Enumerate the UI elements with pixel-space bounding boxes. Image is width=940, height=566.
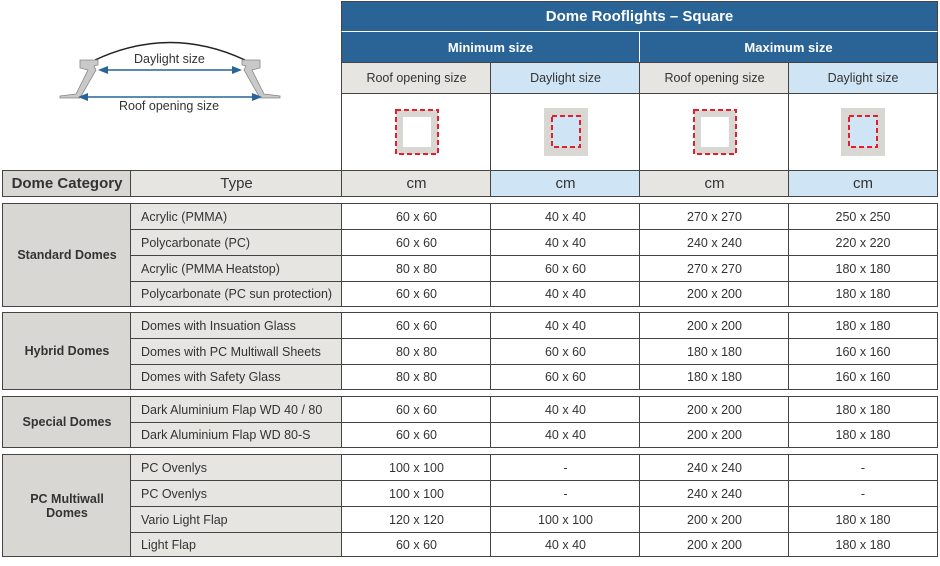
max-roof-cell: 180 x 180 <box>639 338 789 364</box>
max-roof-cell: 270 x 270 <box>639 255 789 281</box>
max-roof-cell: 200 x 200 <box>639 396 789 422</box>
type-cell: Polycarbonate (PC sun protection) <box>130 281 342 307</box>
type-cell: Vario Light Flap <box>130 506 342 532</box>
min-roof-cell: 60 x 60 <box>341 203 491 229</box>
min-daylight-cell: 40 x 40 <box>490 422 640 448</box>
min-roof-cell: 60 x 60 <box>341 396 491 422</box>
min-daylight-cell: 40 x 40 <box>490 396 640 422</box>
icon-cell-min-roof <box>341 93 491 170</box>
category-special-domes: Special Domes <box>2 396 131 448</box>
col-max-daylight-header: Daylight size <box>788 62 938 93</box>
max-daylight-cell: 160 x 160 <box>788 338 938 364</box>
col-min-roof-header: Roof opening size <box>341 62 491 93</box>
category-line-1: PC Multiwall <box>30 491 104 506</box>
max-daylight-cell: 180 x 180 <box>788 255 938 281</box>
min-roof-cell: 80 x 80 <box>341 338 491 364</box>
diagram-roof-opening-label: Roof opening size <box>119 99 220 113</box>
min-roof-cell: 60 x 60 <box>341 312 491 338</box>
dome-category-header: Dome Category <box>2 170 131 197</box>
max-daylight-cell: 180 x 180 <box>788 312 938 338</box>
type-cell: PC Ovenlys <box>130 454 342 480</box>
col-max-roof-header: Roof opening size <box>639 62 789 93</box>
category-standard-domes: Standard Domes <box>2 203 131 307</box>
max-daylight-cell: 160 x 160 <box>788 364 938 390</box>
type-cell: Polycarbonate (PC) <box>130 229 342 255</box>
table-title: Dome Rooflights – Square <box>341 1 938 32</box>
category-pc-multiwall-domes <box>2 454 131 557</box>
min-daylight-cell: - <box>490 454 640 480</box>
type-cell: Domes with PC Multiwall Sheets <box>130 338 342 364</box>
type-header: Type <box>130 170 342 197</box>
type-cell: Acrylic (PMMA Heatstop) <box>130 255 342 281</box>
min-daylight-cell: 40 x 40 <box>490 281 640 307</box>
max-roof-cell: 200 x 200 <box>639 281 789 307</box>
type-cell: Domes with Insuation Glass <box>130 312 342 338</box>
roof-opening-icon <box>395 109 439 155</box>
min-daylight-cell: 60 x 60 <box>490 338 640 364</box>
max-roof-cell: 200 x 200 <box>639 312 789 338</box>
dome-diagram <box>50 30 290 120</box>
min-roof-cell: 100 x 100 <box>341 454 491 480</box>
max-roof-cell: 200 x 200 <box>639 506 789 532</box>
max-daylight-cell: 250 x 250 <box>788 203 938 229</box>
max-daylight-cell: - <box>788 480 938 506</box>
min-size-header: Minimum size <box>341 32 640 62</box>
type-cell: Dark Aluminium Flap WD 80-S <box>130 422 342 448</box>
min-roof-cell: 60 x 60 <box>341 532 491 557</box>
type-cell: Domes with Safety Glass <box>130 364 342 390</box>
min-roof-cell: 60 x 60 <box>341 229 491 255</box>
unit-min-daylight: cm <box>490 170 640 197</box>
min-daylight-cell: 60 x 60 <box>490 255 640 281</box>
min-daylight-cell: 40 x 40 <box>490 312 640 338</box>
type-cell: Acrylic (PMMA) <box>130 203 342 229</box>
diagram-daylight-label: Daylight size <box>134 52 205 66</box>
category-line-2: Domes <box>46 505 88 520</box>
max-daylight-cell: 180 x 180 <box>788 532 938 557</box>
max-roof-cell: 200 x 200 <box>639 532 789 557</box>
min-daylight-cell: 40 x 40 <box>490 229 640 255</box>
min-daylight-cell: 60 x 60 <box>490 364 640 390</box>
daylight-icon <box>841 108 885 156</box>
max-roof-cell: 180 x 180 <box>639 364 789 390</box>
max-roof-cell: 240 x 240 <box>639 229 789 255</box>
max-size-header: Maximum size <box>640 32 938 62</box>
max-daylight-cell: 180 x 180 <box>788 396 938 422</box>
max-daylight-cell: 180 x 180 <box>788 506 938 532</box>
unit-min-roof: cm <box>341 170 491 197</box>
min-roof-cell: 80 x 80 <box>341 255 491 281</box>
min-roof-cell: 60 x 60 <box>341 281 491 307</box>
max-daylight-cell: 220 x 220 <box>788 229 938 255</box>
max-daylight-cell: - <box>788 454 938 480</box>
min-daylight-cell: 40 x 40 <box>490 203 640 229</box>
icon-cell-max-daylight <box>788 93 938 170</box>
roof-opening-icon <box>693 109 737 155</box>
min-daylight-cell: 100 x 100 <box>490 506 640 532</box>
min-roof-cell: 60 x 60 <box>341 422 491 448</box>
category-hybrid-domes: Hybrid Domes <box>2 312 131 390</box>
min-roof-cell: 80 x 80 <box>341 364 491 390</box>
min-daylight-cell: 40 x 40 <box>490 532 640 557</box>
icon-cell-min-daylight <box>490 93 640 170</box>
max-roof-cell: 240 x 240 <box>639 454 789 480</box>
max-roof-cell: 240 x 240 <box>639 480 789 506</box>
type-cell: Light Flap <box>130 532 342 557</box>
min-daylight-cell: - <box>490 480 640 506</box>
max-daylight-cell: 180 x 180 <box>788 422 938 448</box>
type-cell: Dark Aluminium Flap WD 40 / 80 <box>130 396 342 422</box>
unit-max-daylight: cm <box>788 170 938 197</box>
unit-max-roof: cm <box>639 170 789 197</box>
min-roof-cell: 120 x 120 <box>341 506 491 532</box>
min-roof-cell: 100 x 100 <box>341 480 491 506</box>
type-cell: PC Ovenlys <box>130 480 342 506</box>
max-roof-cell: 200 x 200 <box>639 422 789 448</box>
col-min-daylight-header: Daylight size <box>490 62 640 93</box>
max-daylight-cell: 180 x 180 <box>788 281 938 307</box>
icon-cell-max-roof <box>639 93 789 170</box>
max-roof-cell: 270 x 270 <box>639 203 789 229</box>
daylight-icon <box>544 108 588 156</box>
